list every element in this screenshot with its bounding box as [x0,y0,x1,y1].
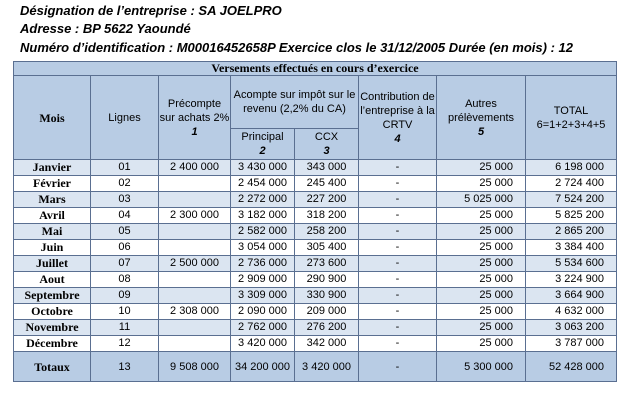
row-principal: 2 909 000 [231,272,295,288]
col-principal-number: 2 [259,144,266,157]
row-crtv: - [359,192,437,208]
row-ccx: 290 900 [295,272,359,288]
row-ligne: 06 [91,240,159,256]
col-precompte [159,76,231,160]
row-autres: 25 000 [437,272,526,288]
row-total: 3 224 900 [526,272,617,288]
row-principal: 2 272 000 [231,192,295,208]
row-mois: Juin [14,240,91,256]
row-autres: 25 000 [437,288,526,304]
row-precompte [159,288,231,304]
row-ccx: 273 600 [295,256,359,272]
row-crtv: - [359,224,437,240]
row-mois: Décembre [14,336,91,352]
row-principal: 3 309 000 [231,288,295,304]
col-precompte-number: 1 [191,125,198,138]
row-total: 2 724 400 [526,176,617,192]
totals-crtv: - [359,352,437,382]
row-mois: Mars [14,192,91,208]
row-principal: 3 054 000 [231,240,295,256]
row-ccx: 258 200 [295,224,359,240]
table-row [14,272,617,288]
payments-table [13,61,617,382]
table-row [14,288,617,304]
col-mois: Mois [14,76,91,160]
table-row [14,240,617,256]
row-principal: 3 420 000 [231,336,295,352]
row-principal: 3 430 000 [231,160,295,176]
row-ccx: 209 000 [295,304,359,320]
row-ccx: 343 000 [295,160,359,176]
row-autres: 5 025 000 [437,192,526,208]
row-mois: Aout [14,272,91,288]
table-row [14,336,617,352]
row-total: 4 632 000 [526,304,617,320]
col-principal-label: Principal [241,130,284,143]
row-mois: Mai [14,224,91,240]
col-autres-label: Autres prélèvements [447,97,515,124]
row-precompte [159,336,231,352]
row-crtv: - [359,320,437,336]
totals-total: 52 428 000 [526,352,617,382]
row-principal: 2 454 000 [231,176,295,192]
row-precompte [159,272,231,288]
row-ccx: 342 000 [295,336,359,352]
row-crtv: - [359,208,437,224]
row-ligne: 09 [91,288,159,304]
row-autres: 25 000 [437,336,526,352]
row-mois: Septembre [14,288,91,304]
table-row [14,320,617,336]
row-ccx: 227 200 [295,192,359,208]
row-principal: 2 582 000 [231,224,295,240]
table-row [14,224,617,240]
row-precompte [159,224,231,240]
col-total: TOTAL 6=1+2+3+4+5 [526,76,617,160]
row-total: 3 787 000 [526,336,617,352]
row-total: 5 534 600 [526,256,617,272]
totals-precompte: 9 508 000 [159,352,231,382]
col-crtv-label: Contribution de l’entreprise à la CRTV [360,90,435,131]
row-crtv: - [359,272,437,288]
row-total: 5 825 200 [526,208,617,224]
col-crtv-number: 4 [394,132,401,145]
totals-principal: 34 200 000 [231,352,295,382]
col-ccx-number: 3 [323,144,330,157]
row-total: 3 384 400 [526,240,617,256]
row-ligne: 04 [91,208,159,224]
row-principal: 2 762 000 [231,320,295,336]
row-precompte: 2 500 000 [159,256,231,272]
identification-line: Numéro d’identification : M00016452658P Exercice clos le 31/12/2005 Durée (en mois) : 12 [20,40,573,55]
row-ligne: 12 [91,336,159,352]
row-autres: 25 000 [437,176,526,192]
row-precompte [159,192,231,208]
totals-autres: 5 300 000 [437,352,526,382]
row-ccx: 245 400 [295,176,359,192]
row-mois: Novembre [14,320,91,336]
totals-ligne: 13 [91,352,159,382]
row-mois: Avril [14,208,91,224]
row-total: 2 865 200 [526,224,617,240]
row-ligne: 05 [91,224,159,240]
row-total: 3 664 900 [526,288,617,304]
row-ccx: 305 400 [295,240,359,256]
table-row [14,256,617,272]
row-ligne: 08 [91,272,159,288]
table-row [14,304,617,320]
row-autres: 25 000 [437,320,526,336]
table-row [14,208,617,224]
row-ccx: 330 900 [295,288,359,304]
row-ligne: 02 [91,176,159,192]
row-autres: 25 000 [437,304,526,320]
col-ccx [295,128,359,159]
col-autres [437,76,526,160]
row-principal: 3 182 000 [231,208,295,224]
row-ligne: 03 [91,192,159,208]
table-body [14,160,617,352]
row-crtv: - [359,240,437,256]
row-precompte: 2 308 000 [159,304,231,320]
row-precompte [159,320,231,336]
row-ligne: 07 [91,256,159,272]
row-autres: 25 000 [437,224,526,240]
table-title: Versements effectués en cours d’exercice [14,62,617,76]
col-ccx-label: CCX [314,130,339,143]
row-mois: Juillet [14,256,91,272]
row-total: 7 524 200 [526,192,617,208]
col-crtv [359,76,437,160]
row-autres: 25 000 [437,160,526,176]
row-crtv: - [359,160,437,176]
row-total: 6 198 000 [526,160,617,176]
row-crtv: - [359,304,437,320]
row-precompte [159,176,231,192]
table-row [14,192,617,208]
totals-label: Totaux [14,352,91,382]
row-ccx: 276 200 [295,320,359,336]
row-crtv: - [359,336,437,352]
totals-ccx: 3 420 000 [295,352,359,382]
row-autres: 25 000 [437,208,526,224]
row-mois: Janvier [14,160,91,176]
company-name: Désignation de l’entreprise : SA JOELPRO [20,3,282,18]
row-mois: Février [14,176,91,192]
row-ligne: 01 [91,160,159,176]
row-principal: 2 090 000 [231,304,295,320]
row-total: 3 063 200 [526,320,617,336]
row-mois: Octobre [14,304,91,320]
row-ccx: 318 200 [295,208,359,224]
row-principal: 2 736 000 [231,256,295,272]
row-precompte: 2 400 000 [159,160,231,176]
row-ligne: 11 [91,320,159,336]
row-precompte [159,240,231,256]
table-row [14,176,617,192]
company-address: Adresse : BP 5622 Yaoundé [20,21,191,36]
row-crtv: - [359,176,437,192]
col-acompte: Acompte sur impôt sur le revenu (2,2% du CA) [231,76,359,129]
row-autres: 25 000 [437,240,526,256]
row-crtv: - [359,256,437,272]
table-row [14,160,617,176]
col-autres-number: 5 [477,125,485,138]
col-lignes: Lignes [91,76,159,160]
totals-row [14,352,617,382]
row-crtv: - [359,288,437,304]
row-precompte: 2 300 000 [159,208,231,224]
col-precompte-label: Précompte sur achats 2% [159,97,230,124]
row-ligne: 10 [91,304,159,320]
row-autres: 25 000 [437,256,526,272]
col-principal [231,128,295,159]
